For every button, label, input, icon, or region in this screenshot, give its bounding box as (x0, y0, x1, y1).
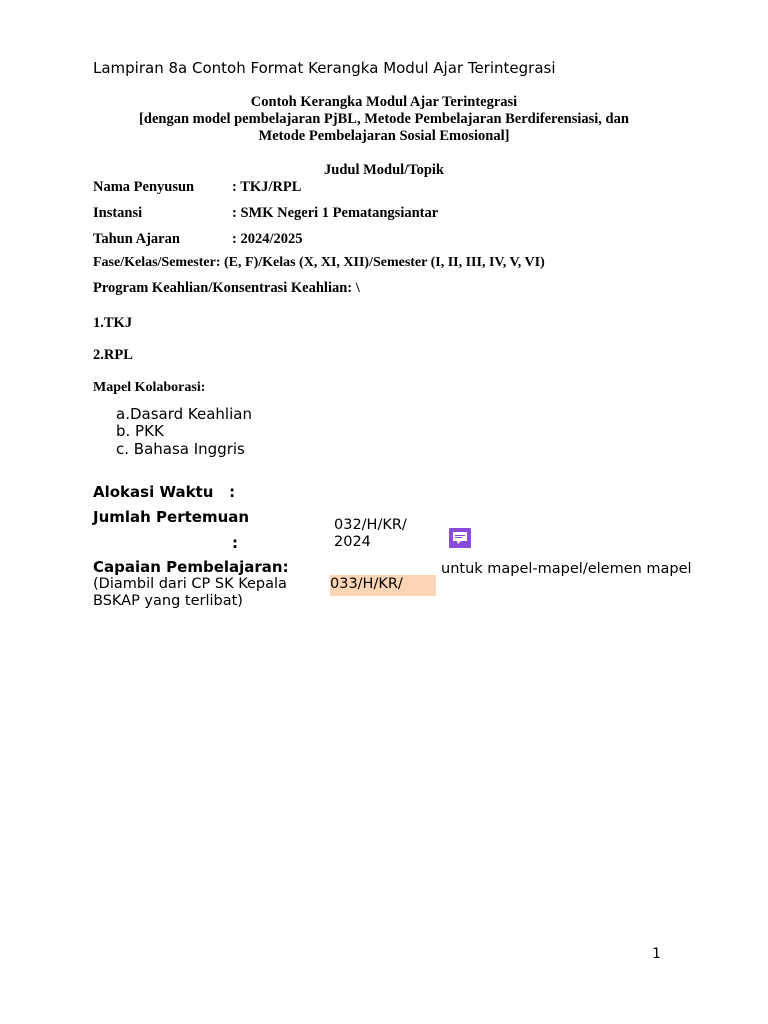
page-number: 1 (652, 946, 661, 962)
mapel-item-2: b. PKK (116, 422, 164, 440)
program-item-tkj: 1.TKJ (93, 315, 133, 331)
penyusun-value: : TKJ/RPL (232, 179, 302, 195)
highlighted-code-field[interactable] (330, 575, 436, 596)
alokasi-waktu-label: Alokasi Waktu : (93, 483, 236, 501)
tahun-label: Tahun Ajaran (93, 231, 180, 247)
capaian-desc-line2: BSKAP yang terlibat) (93, 593, 243, 609)
capaian-trailing-text: untuk mapel-mapel/elemen mapel (441, 561, 692, 577)
module-title: Judul Modul/Topik (324, 162, 444, 178)
instansi-value: : SMK Negeri 1 Pematangsiantar (232, 205, 439, 221)
instansi-label: Instansi (93, 205, 143, 221)
program-keahlian: Program Keahlian/Konsentrasi Keahlian: \ (93, 280, 360, 296)
fase-kelas-semester: Fase/Kelas/Semester: (E, F)/Kelas (X, XI, XII)/Semester (I, II, III, IV, V, VI) (93, 255, 545, 270)
program-item-rpl: 2.RPL (93, 347, 133, 363)
pertemuan-code-line1: 032/H/KR/ (334, 517, 407, 533)
capaian-desc-line1: (Diambil dari CP SK Kepala (93, 576, 287, 592)
document-subtitle-line1: [dengan model pembelajaran PjBL, Metode Pembelajaran Berdiferensiasi, dan (139, 111, 629, 127)
document-subtitle-line2: Metode Pembelajaran Sosial Emosional] (258, 128, 510, 144)
mapel-item-1: a.Dasard Keahlian (116, 405, 252, 423)
pertemuan-code (334, 517, 407, 551)
comment-icon[interactable] (448, 527, 472, 549)
document-title: Contoh Kerangka Modul Ajar Terintegrasi (250, 94, 518, 110)
tahun-value: : 2024/2025 (232, 231, 303, 247)
highlighted-code-line1: 033/H/KR/ (330, 576, 403, 592)
jumlah-pertemuan-label: Jumlah Pertemuan (93, 508, 250, 526)
comment-icon-graphic (448, 527, 472, 549)
capaian-pembelajaran-label: Capaian Pembelajaran: (93, 558, 289, 576)
mapel-item-3: c. Bahasa Inggris (116, 440, 245, 458)
appendix-title: Lampiran 8a Contoh Format Kerangka Modul Ajar Terintegrasi (93, 59, 556, 77)
pertemuan-code-line2: 2024 (334, 534, 371, 550)
jumlah-pertemuan-colon: : (232, 534, 238, 552)
penyusun-label: Nama Penyusun (93, 179, 195, 195)
mapel-kolaborasi-label: Mapel Kolaborasi: (93, 380, 206, 395)
